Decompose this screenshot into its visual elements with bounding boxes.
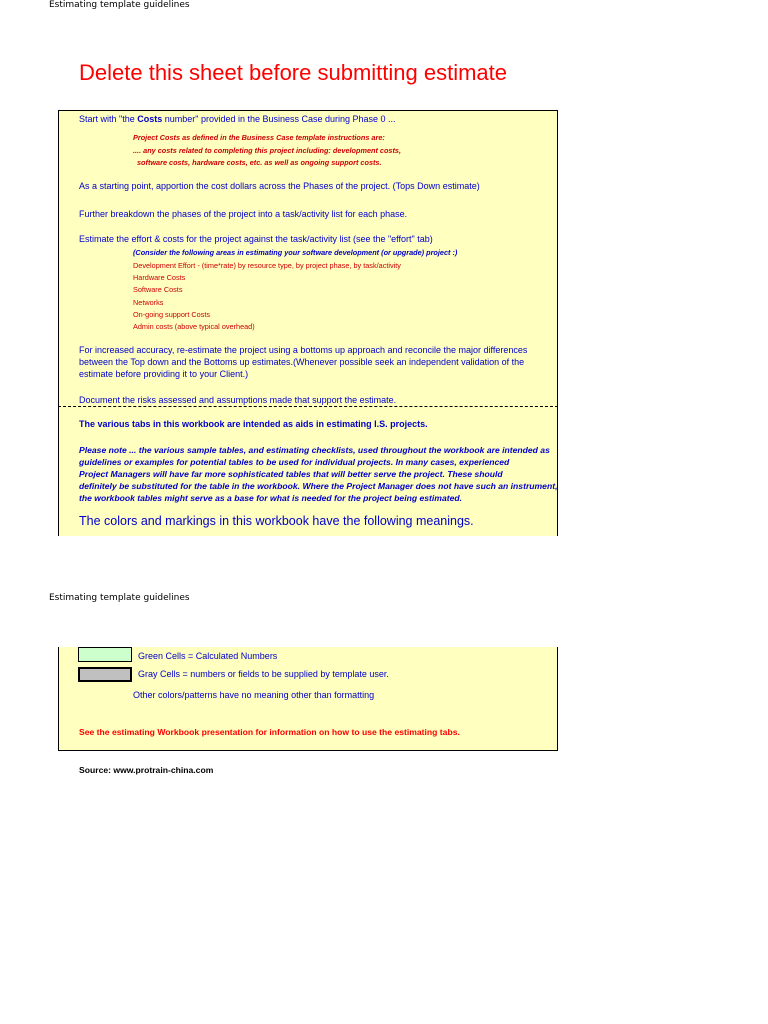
breakdown-line: Further breakdown the phases of the project into a task/activity list for each phase. [79, 209, 408, 219]
accuracy-line: For increased accuracy, re-estimate the project using a bottoms up approach and reconcile the major differences [79, 345, 528, 355]
costs-bold: Costs [137, 114, 163, 124]
area-item: Admin costs (above typical overhead) [133, 322, 255, 331]
costs-software: software costs, hardware costs, etc. as well as ongoing support costs. [137, 158, 382, 167]
dashed-divider [58, 406, 558, 407]
page-title: Delete this sheet before submitting estimate [79, 60, 508, 85]
gray-label: Gray Cells = numbers or fields to be supplied by template user. [138, 669, 389, 679]
page-header: Estimating template guidelines [49, 593, 190, 603]
accuracy-line: estimate before providing it to your Client.) [79, 369, 249, 379]
see-workbook-note: See the estimating Workbook presentation for information on how to use the estimating tabs. [79, 727, 460, 737]
please-note-line: the workbook tables might serve as a base for what is needed for the project being estimated. [79, 493, 462, 503]
area-item: On-going support Costs [133, 310, 211, 319]
area-item: Development Effort - (time*rate) by resource type, by project phase, by task/activity [133, 261, 401, 270]
green-cell-swatch [78, 647, 132, 662]
other-label: Other colors/patterns have no meaning other than formatting [133, 690, 375, 700]
costs-definition: Project Costs as defined in the Business Case template instructions are: [133, 133, 385, 142]
costs-any: .... any costs related to completing this project including: development costs, [133, 146, 402, 155]
area-item: Hardware Costs [133, 273, 186, 282]
effort-line: Estimate the effort & costs for the project against the task/activity list (see the "effort" tab) [79, 234, 433, 244]
gray-cell-swatch [78, 667, 132, 682]
please-note-line: guidelines or examples for potential tables to be used for individual projects. In many cases, experienced [79, 457, 510, 467]
consider-note: (Consider the following areas in estimating your software development (or upgrade) project :) [133, 248, 458, 257]
start-costs-line [79, 114, 396, 124]
tabs-note: The various tabs in this workbook are intended as aids in estimating I.S. projects. [79, 419, 428, 429]
please-note-line: Please note ... the various sample tables, and estimating checklists, used throughout the workbook are intended as [79, 445, 550, 455]
start-suffix: number" provided in the Business Case during Phase 0 ... [162, 114, 396, 124]
area-item: Software Costs [133, 285, 183, 294]
please-note-line: Project Managers will have far more sophisticated tables that will better serve the project. These should [79, 469, 503, 479]
page-header: Estimating template guidelines [49, 0, 190, 10]
start-prefix: Start with "the [79, 114, 138, 124]
colors-meaning: The colors and markings in this workbook have the following meanings. [79, 514, 474, 528]
risks-line: Document the risks assessed and assumptions made that support the estimate. [79, 395, 397, 405]
green-label: Green Cells = Calculated Numbers [138, 651, 278, 661]
apportion-line: As a starting point, apportion the cost dollars across the Phases of the project. (Tops Down estimate) [79, 181, 480, 191]
area-item: Networks [133, 298, 164, 307]
source-line: Source: www.protrain-china.com [79, 765, 214, 775]
please-note-line: definitely be substituted for the table in the workbook. Where the Project Manager does not have such an instrument, [79, 481, 558, 491]
accuracy-line: between the Top down and the Bottoms up estimates.(Whenever possible seek an independent validation of the [79, 357, 525, 367]
